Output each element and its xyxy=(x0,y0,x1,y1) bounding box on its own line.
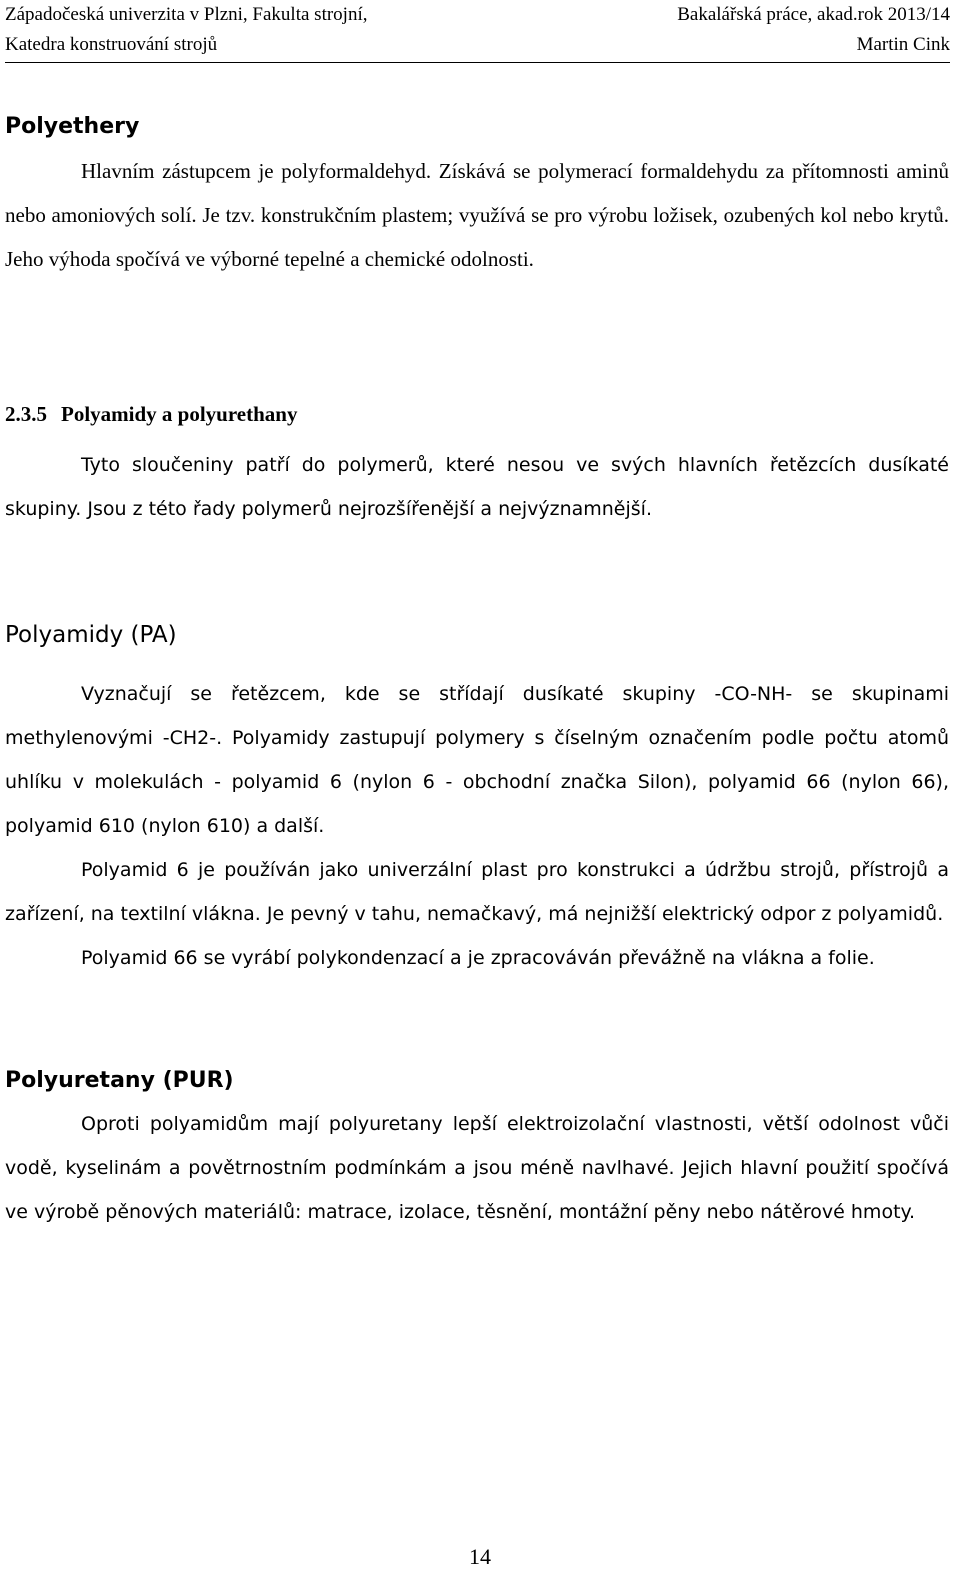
header-author: Martin Cink xyxy=(856,34,950,55)
polyamidy-paragraph-2: Polyamid 6 je používán jako univerzální plast pro konstrukci a údržbu strojů, přístrojů a zařízení, na textilní vlákna. Je pevný v tahu, nemačkavý, má nejnižší elektrický odpor z polyamidů. xyxy=(5,859,949,925)
header-university: Západočeská univerzita v Plzni, Fakulta strojní, xyxy=(5,4,368,25)
page-number: 14 xyxy=(469,1544,491,1569)
polyuretany-paragraph: Oproti polyamidům mají polyuretany lepší elektroizolační vlastnosti, větší odolnost vůči vodě, kyselinám a povětrnostním podmínkám a jsou méně navlhavé. Jejich hlavní použití spočívá ve výrobě pěnových materiálů: matrace, izolace, těsnění, montážní pěny nebo nátěrové hmoty. xyxy=(5,1113,949,1223)
page-header xyxy=(5,0,950,63)
polyamidy-paragraph-3: Polyamid 66 se vyrábí polykondenzací a je zpracováván převážně na vlákna a folie. xyxy=(81,947,875,969)
polyethery-heading: Polyethery xyxy=(5,114,140,139)
polyamidy-paragraph-1: Vyznačují se řetězcem, kde se střídají dusíkaté skupiny -CO-NH- se skupinami methylenovými -CH2-. Polyamidy zastupují polymery s číselným označením podle počtu atomů uhlíku v molekulách - polyamid 6 (nylon 6 - obchodní značka Silon), polyamid 66 (nylon 66), polyamid 610 (nylon 610) a další. xyxy=(5,683,949,837)
polyethery-paragraph: Hlavním zástupcem je polyformaldehyd. Získává se polymerací formaldehydu za přítomnosti aminů nebo amoniových solí. Je tzv. konstrukčním plastem; využívá se pro výrobu ložisek, ozubených kol nebo krytů. Jeho výhoda spočívá ve výborné tepelné a chemické odolnosti. xyxy=(5,159,949,271)
section-heading xyxy=(5,399,949,429)
polyuretany-heading: Polyuretany (PUR) xyxy=(5,1068,234,1093)
header-row-2 xyxy=(5,30,950,60)
section-title: Polyamidy a polyurethany xyxy=(61,402,298,426)
header-row-1 xyxy=(5,0,950,30)
polyethery-block xyxy=(5,112,949,281)
section-number: 2.3.5 xyxy=(5,402,47,426)
header-department: Katedra konstruování strojů xyxy=(5,34,218,55)
polyuretany-block xyxy=(5,1066,949,1234)
polyamidy-block xyxy=(5,620,949,980)
section-2-3-5-block xyxy=(5,399,949,531)
header-thesis-info: Bakalářská práce, akad.rok 2013/14 xyxy=(677,4,950,25)
polyamidy-heading: Polyamidy (PA) xyxy=(5,622,177,648)
section-paragraph: Tyto sloučeniny patří do polymerů, které nesou ve svých hlavních řetězcích dusíkaté skupiny. Jsou z této řady polymerů nejrozšířenější a nejvýznamnější. xyxy=(5,454,949,520)
